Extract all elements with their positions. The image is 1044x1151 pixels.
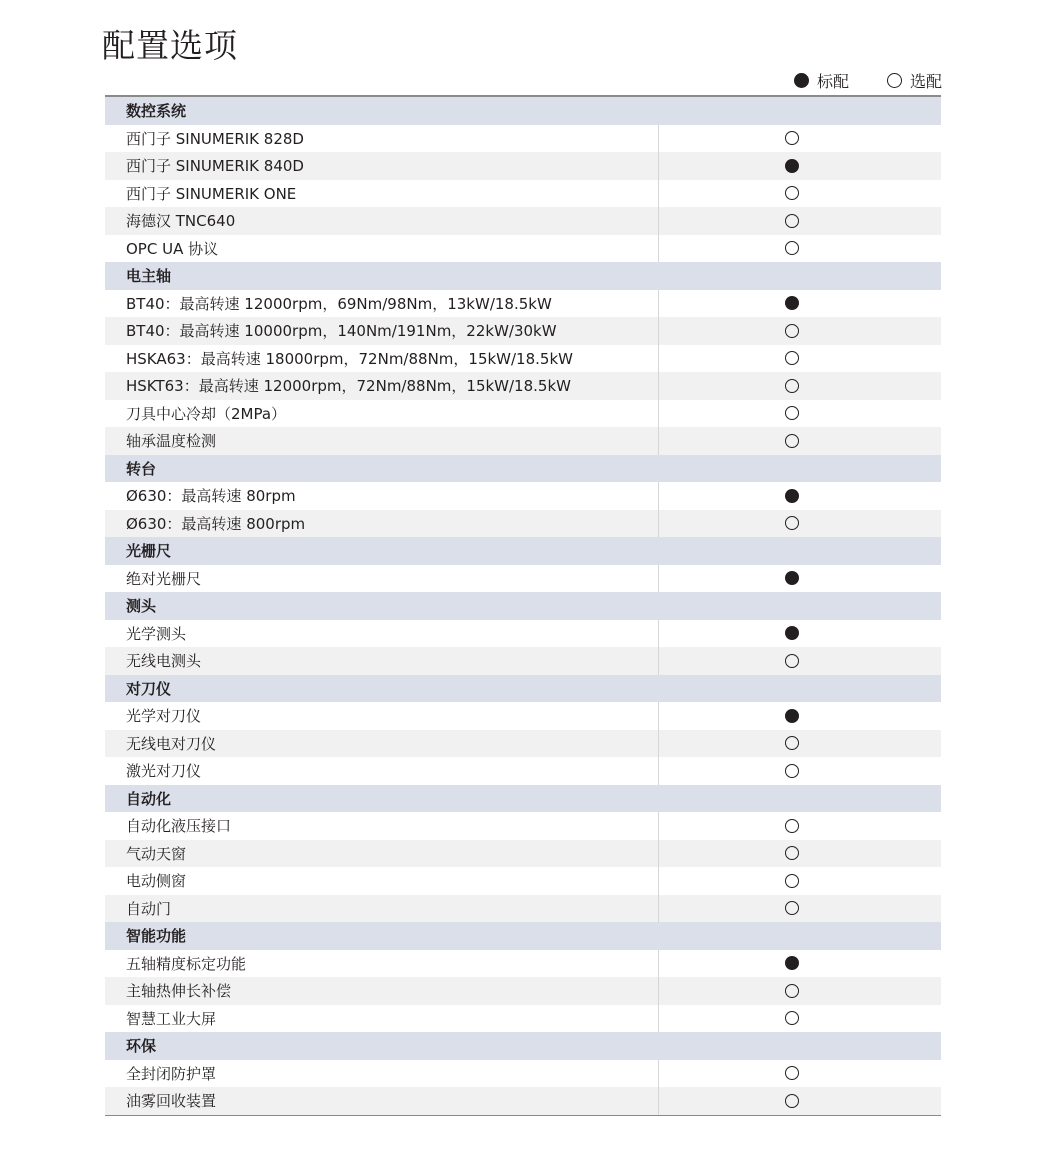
- empty-circle-icon: [785, 379, 799, 393]
- option-row: [105, 290, 941, 318]
- empty-circle-icon: [785, 434, 799, 448]
- option-name: 全封闭防护罩: [105, 1060, 659, 1088]
- option-name: 自动化液压接口: [105, 812, 659, 840]
- option-name: 油雾回收装置: [105, 1087, 659, 1115]
- category-label: 光栅尺: [126, 542, 172, 561]
- config-cell: [659, 840, 941, 868]
- option-row: [105, 207, 941, 235]
- option-name: BT40：最高转速 10000rpm，140Nm/191Nm，22kW/30kW: [105, 317, 659, 345]
- option-row: [105, 180, 941, 208]
- empty-circle-icon: [785, 131, 799, 145]
- filled-circle-icon: [785, 489, 799, 503]
- category-label: 测头: [126, 597, 157, 616]
- option-row: [105, 1087, 941, 1115]
- option-row: [105, 840, 941, 868]
- category-row: [105, 262, 941, 290]
- empty-circle-icon: [785, 324, 799, 338]
- category-row: [105, 455, 941, 483]
- option-name: Ø630：最高转速 80rpm: [105, 482, 659, 510]
- config-cell: [659, 702, 941, 730]
- option-row: [105, 757, 941, 785]
- option-row: [105, 125, 941, 153]
- option-row: [105, 152, 941, 180]
- category-row: [105, 1032, 941, 1060]
- config-cell: [659, 400, 941, 428]
- option-row: [105, 812, 941, 840]
- legend-optional: [887, 69, 942, 92]
- category-row: [105, 592, 941, 620]
- option-name: 光学测头: [105, 620, 659, 648]
- option-row: [105, 482, 941, 510]
- category-row: [105, 675, 941, 703]
- empty-circle-icon: [785, 984, 799, 998]
- option-row: [105, 565, 941, 593]
- option-name: OPC UA 协议: [105, 235, 659, 263]
- option-row: [105, 345, 941, 373]
- config-cell: [659, 372, 941, 400]
- option-row: [105, 317, 941, 345]
- option-row: [105, 702, 941, 730]
- empty-circle-icon: [785, 1066, 799, 1080]
- option-name: 刀具中心冷却（2MPa）: [105, 400, 659, 428]
- option-name: 西门子 SINUMERIK 840D: [105, 152, 659, 180]
- options-table: [105, 95, 941, 1116]
- config-cell: [659, 1060, 941, 1088]
- config-cell: [659, 647, 941, 675]
- config-cell: [659, 950, 941, 978]
- config-cell: [659, 345, 941, 373]
- option-row: [105, 1060, 941, 1088]
- empty-circle-icon: [785, 186, 799, 200]
- filled-circle-icon: [785, 626, 799, 640]
- config-cell: [659, 510, 941, 538]
- option-row: [105, 427, 941, 455]
- empty-circle-icon: [785, 214, 799, 228]
- filled-circle-icon: [785, 159, 799, 173]
- category-label: 自动化: [126, 789, 172, 808]
- option-name: 自动门: [105, 895, 659, 923]
- category-label: 数控系统: [126, 102, 187, 121]
- legend-standard-label: 标配: [816, 71, 849, 91]
- config-cell: [659, 180, 941, 208]
- empty-circle-icon: [785, 1011, 799, 1025]
- category-label: 对刀仪: [126, 679, 172, 698]
- filled-circle-icon: [785, 296, 799, 310]
- config-cell: [659, 620, 941, 648]
- option-name: 激光对刀仪: [105, 757, 659, 785]
- option-name: 无线电测头: [105, 647, 659, 675]
- option-name: BT40：最高转速 12000rpm，69Nm/98Nm，13kW/18.5kW: [105, 290, 659, 318]
- option-name: HSKT63：最高转速 12000rpm，72Nm/88Nm，15kW/18.5kW: [105, 372, 659, 400]
- config-cell: [659, 317, 941, 345]
- option-name: 轴承温度检测: [105, 427, 659, 455]
- config-cell: [659, 565, 941, 593]
- legend-standard: [794, 69, 849, 92]
- empty-circle-icon: [785, 351, 799, 365]
- category-row: [105, 537, 941, 565]
- option-name: 电动侧窗: [105, 867, 659, 895]
- empty-circle-icon: [785, 241, 799, 255]
- config-cell: [659, 867, 941, 895]
- category-row: [105, 922, 941, 950]
- category-label: 智能功能: [126, 927, 187, 946]
- category-label: 电主轴: [126, 267, 172, 286]
- config-cell: [659, 730, 941, 758]
- option-row: [105, 235, 941, 263]
- option-name: 智慧工业大屏: [105, 1005, 659, 1033]
- option-row: [105, 895, 941, 923]
- option-row: [105, 950, 941, 978]
- option-name: Ø630：最高转速 800rpm: [105, 510, 659, 538]
- category-label: 转台: [126, 459, 157, 478]
- empty-circle-icon: [785, 901, 799, 915]
- filled-circle-icon: [785, 709, 799, 723]
- empty-circle-icon: [785, 764, 799, 778]
- empty-circle-icon: [785, 406, 799, 420]
- legend-optional-label: 选配: [909, 71, 942, 91]
- option-name: 西门子 SINUMERIK ONE: [105, 180, 659, 208]
- config-cell: [659, 290, 941, 318]
- option-row: [105, 730, 941, 758]
- filled-circle-icon: [794, 73, 809, 88]
- config-cell: [659, 1005, 941, 1033]
- empty-circle-icon: [785, 736, 799, 750]
- option-row: [105, 647, 941, 675]
- option-row: [105, 1005, 941, 1033]
- config-cell: [659, 207, 941, 235]
- category-row: [105, 785, 941, 813]
- filled-circle-icon: [785, 956, 799, 970]
- empty-circle-icon: [887, 73, 902, 88]
- config-cell: [659, 895, 941, 923]
- config-cell: [659, 125, 941, 153]
- legend: [794, 69, 942, 91]
- option-name: 五轴精度标定功能: [105, 950, 659, 978]
- option-row: [105, 867, 941, 895]
- option-name: 西门子 SINUMERIK 828D: [105, 125, 659, 153]
- option-name: 海德汉 TNC640: [105, 207, 659, 235]
- config-cell: [659, 152, 941, 180]
- empty-circle-icon: [785, 516, 799, 530]
- empty-circle-icon: [785, 846, 799, 860]
- option-row: [105, 400, 941, 428]
- category-row: [105, 97, 941, 125]
- option-row: [105, 977, 941, 1005]
- option-name: 绝对光栅尺: [105, 565, 659, 593]
- filled-circle-icon: [785, 571, 799, 585]
- config-cell: [659, 1087, 941, 1115]
- option-name: 光学对刀仪: [105, 702, 659, 730]
- empty-circle-icon: [785, 1094, 799, 1108]
- option-name: HSKA63：最高转速 18000rpm，72Nm/88Nm，15kW/18.5kW: [105, 345, 659, 373]
- config-cell: [659, 757, 941, 785]
- empty-circle-icon: [785, 654, 799, 668]
- config-cell: [659, 977, 941, 1005]
- option-name: 主轴热伸长补偿: [105, 977, 659, 1005]
- option-name: 气动天窗: [105, 840, 659, 868]
- empty-circle-icon: [785, 819, 799, 833]
- config-cell: [659, 427, 941, 455]
- option-row: [105, 372, 941, 400]
- config-cell: [659, 812, 941, 840]
- page-title: 配置选项: [102, 26, 238, 65]
- empty-circle-icon: [785, 874, 799, 888]
- config-cell: [659, 235, 941, 263]
- category-label: 环保: [126, 1037, 157, 1056]
- option-name: 无线电对刀仪: [105, 730, 659, 758]
- option-row: [105, 510, 941, 538]
- config-cell: [659, 482, 941, 510]
- option-row: [105, 620, 941, 648]
